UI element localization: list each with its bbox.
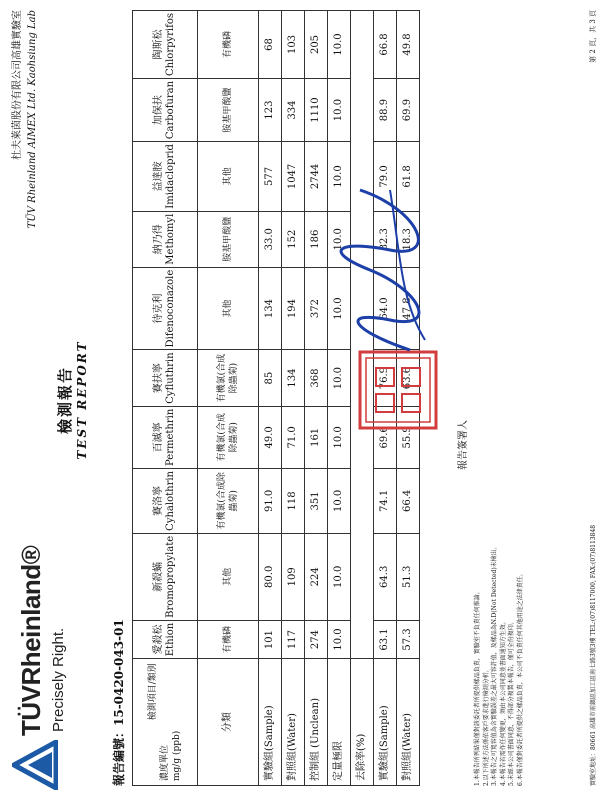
column-name-zh: 賽洛寧 xyxy=(153,485,164,516)
table-cell: 69.9 xyxy=(397,78,420,141)
table-cell: 71.0 xyxy=(282,406,305,468)
table-cell: 33.0 xyxy=(259,211,282,267)
table-row xyxy=(328,11,351,786)
table-cell: 10.0 xyxy=(328,350,351,406)
table-cell: 577 xyxy=(259,142,282,212)
table-cell: 88.9 xyxy=(374,78,397,141)
column-header xyxy=(133,469,198,534)
row-label: 對照組(Water) xyxy=(282,659,305,786)
removal-rate-header: 去除率(%) xyxy=(351,659,374,786)
row-label: 實驗組(Sample) xyxy=(374,659,397,786)
table-cell: 118 xyxy=(282,469,305,534)
table-cell: 134 xyxy=(259,267,282,350)
table-cell: 68 xyxy=(259,11,282,79)
column-header xyxy=(133,211,198,267)
column-header xyxy=(133,267,198,350)
table-cell: 66.4 xyxy=(397,469,420,534)
column-name-en: Permethrin xyxy=(165,408,176,466)
table-cell: 18.3 xyxy=(397,211,420,267)
table-cell: 55.9 xyxy=(397,406,420,468)
column-name-en: Imidacloprid xyxy=(165,144,176,209)
table-cell: 10.0 xyxy=(328,142,351,212)
column-header xyxy=(133,11,198,79)
table-cell: 79.0 xyxy=(374,142,397,212)
table-row xyxy=(259,11,282,786)
tuv-triangle-icon xyxy=(12,740,58,790)
lab-seal-stamp xyxy=(356,348,440,432)
table-cell: 10.0 xyxy=(328,469,351,534)
column-class: 胺基甲酸鹽 xyxy=(198,211,259,267)
table-cell: 194 xyxy=(282,267,305,350)
column-class: 其他 xyxy=(198,267,259,350)
table-cell: 351 xyxy=(305,469,328,534)
column-header xyxy=(133,142,198,212)
table-cell: 161 xyxy=(305,406,328,468)
report-title-en: TEST REPORT xyxy=(75,340,89,460)
column-name-zh: 納乃得 xyxy=(153,224,164,255)
column-name-zh: 賽扶寧 xyxy=(153,363,164,394)
table-cell: 224 xyxy=(305,533,328,620)
brand-name: TÜVRheinland® xyxy=(16,545,46,736)
column-name-zh: 陶斯松 xyxy=(153,29,164,60)
column-name-en: Cyhalothrin xyxy=(165,471,176,531)
brand-tagline: Precisely Right. xyxy=(50,627,67,732)
table-cell: 85 xyxy=(259,350,282,406)
table-cell: 186 xyxy=(305,211,328,267)
lab-address: 實驗室地址：80661 高雄市前鎮區加工區南七路3號3樓 TEL:(07)8117000, FAX:(07)8113848 xyxy=(590,524,597,786)
report-title xyxy=(54,0,89,800)
table-cell: 74.1 xyxy=(374,469,397,534)
column-name-en: Chlorpyrifos xyxy=(165,13,176,76)
table-cell: 1110 xyxy=(305,78,328,141)
note-line: 2.以下所述方法係依客戶要求進行檢測分析。 xyxy=(482,666,490,786)
column-name-en: Cyfluthrin xyxy=(165,352,176,404)
table-cell: 64.0 xyxy=(374,267,397,350)
column-class: 有機磷 xyxy=(198,620,259,658)
column-name-en: Ethion xyxy=(165,622,176,657)
table-cell: 10.0 xyxy=(328,620,351,658)
column-class: 胺基甲酸鹽 xyxy=(198,78,259,141)
table-cell: 10.0 xyxy=(328,533,351,620)
table-cell: 10.0 xyxy=(328,211,351,267)
column-header xyxy=(133,350,198,406)
table-cell: 10.0 xyxy=(328,78,351,141)
column-name-en: Bromopropylate xyxy=(165,535,176,618)
table-row xyxy=(305,11,328,786)
signer-label: 報告簽署人 xyxy=(458,420,469,470)
column-header xyxy=(133,406,198,468)
table-cell: 2744 xyxy=(305,142,328,212)
table-cell: 205 xyxy=(305,11,328,79)
table-cell: 152 xyxy=(282,211,305,267)
column-header xyxy=(133,78,198,141)
table-cell: 123 xyxy=(259,78,282,141)
column-name-en: Difenoconazole xyxy=(165,269,176,348)
table-cell: 134 xyxy=(282,350,305,406)
column-class: 有機磷 xyxy=(198,11,259,79)
note-line: 5.未經本公司書面同意，不得部分複製本報告，僅可全份複印。 xyxy=(508,618,515,786)
table-cell: 117 xyxy=(282,620,305,658)
table-cell: 274 xyxy=(305,620,328,658)
table-cell: 82.3 xyxy=(374,211,397,267)
lab-name-en: TÜV Rheinland AIMEX Ltd. Kaohsiung Lab xyxy=(27,10,38,229)
table-cell: 109 xyxy=(282,533,305,620)
table-cell: 63.6 xyxy=(397,350,420,406)
row-label: 控制組 (Unclean) xyxy=(305,659,328,786)
table-cell: 103 xyxy=(282,11,305,79)
table-cell: 47.8 xyxy=(397,267,420,350)
diag-bottom: 分類 xyxy=(198,659,259,786)
column-class: 有機氯(合成除蟲菊) xyxy=(198,469,259,534)
table-cell: 1047 xyxy=(282,142,305,212)
table-cell: 91.0 xyxy=(259,469,282,534)
page-number: 第 2 頁，共 3 頁 xyxy=(589,10,597,63)
lab-name-zh: 杜夫萊茵股份有限公司高雄實驗室 xyxy=(12,10,23,160)
table-cell: 10.0 xyxy=(328,406,351,468)
table-cell: 49.0 xyxy=(259,406,282,468)
column-name-zh: 百滅寧 xyxy=(153,422,164,453)
diag-mid: 濃度單位 xyxy=(160,744,170,781)
row-label: 定量極限 xyxy=(328,659,351,786)
column-name-zh: 待克利 xyxy=(153,293,164,324)
column-name-zh: 益達胺 xyxy=(153,161,164,192)
table-cell: 61.8 xyxy=(397,142,420,212)
column-class: 其他 xyxy=(198,533,259,620)
table-cell: 10.0 xyxy=(328,11,351,79)
report-number: 報告編號：15-0420-043-01 xyxy=(112,619,126,786)
row-label: 實驗組(Sample) xyxy=(259,659,282,786)
table-cell: 101 xyxy=(259,620,282,658)
table-cell: 51.3 xyxy=(397,533,420,620)
table-cell: 49.8 xyxy=(397,11,420,79)
table-cell: 334 xyxy=(282,78,305,141)
report-notes xyxy=(474,226,525,786)
table-cell: 368 xyxy=(305,350,328,406)
note-line: 3.本報告之可寬容值為含實驗誤差之最大可容許值，及樣品為N.D(Not Detected)未檢出。 xyxy=(491,543,498,786)
column-name-en: Carbofuran xyxy=(165,80,176,140)
column-name-en: Methomyl xyxy=(165,213,176,265)
handwritten-signature xyxy=(330,180,440,360)
column-header xyxy=(133,620,198,658)
table-row xyxy=(282,11,305,786)
column-header xyxy=(133,533,198,620)
table-cell: 372 xyxy=(305,267,328,350)
column-class: 有機氯(合成除蟲菊) xyxy=(198,406,259,468)
column-name-zh: 加保扶 xyxy=(153,95,164,126)
column-name-zh: 愛殺松 xyxy=(153,624,164,655)
column-name-zh: 新殺蟎 xyxy=(153,561,164,592)
column-class: 有機氯(合成除蟲菊) xyxy=(198,350,259,406)
table-cell: 66.8 xyxy=(374,11,397,79)
table-cell: 64.3 xyxy=(374,533,397,620)
column-class: 其他 xyxy=(198,142,259,212)
lab-name xyxy=(10,10,40,228)
table-cell: 76.9 xyxy=(374,350,397,406)
table-cell: 69.6 xyxy=(374,406,397,468)
diag-top: 檢測項目/類別 xyxy=(148,663,158,721)
report-title-zh: 檢測報告 xyxy=(56,366,74,435)
diagonal-header xyxy=(133,659,198,786)
note-line: 6.本報告僅對委託者所提供之樣品負責，本公司不負責任何其他用途之法律責任。 xyxy=(516,570,524,786)
table-cell: 63.1 xyxy=(374,620,397,658)
table-cell: 57.3 xyxy=(397,620,420,658)
row-label: 對照組(Water) xyxy=(397,659,420,786)
table-cell: 80.0 xyxy=(259,533,282,620)
table-cell: 10.0 xyxy=(328,267,351,350)
diag-unit: mg/g (ppb) xyxy=(172,730,182,781)
note-line: 1.本報告所列結果僅對該委託者所提供樣品負責，實驗室不負責任何推論。 xyxy=(474,588,481,786)
note-line: 4.本報告若需作任何變更，須由本公司同意並書面通知方生效。 xyxy=(499,618,507,786)
